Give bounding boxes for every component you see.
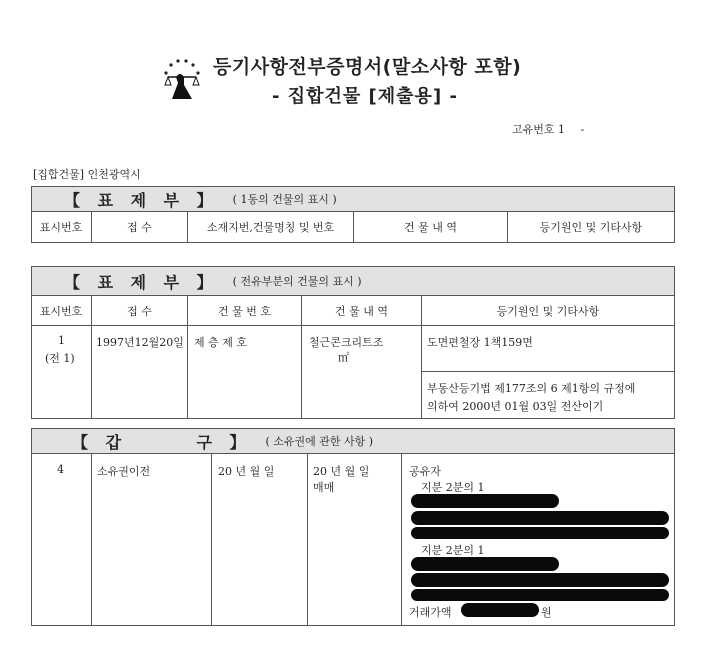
s1-col-cause: 등기원인 및 기타사항 <box>507 212 674 242</box>
redaction-bar <box>411 589 669 601</box>
s3-price-label: 거래가액 <box>409 606 452 619</box>
section2-title: 【 표 제 부 】 <box>64 272 219 292</box>
s2-row-note2b: 의하여 2000년 01월 03일 전산이기 <box>427 400 604 413</box>
s3-row-cause: 매매 <box>313 481 335 494</box>
s2-col-receipt: 접 수 <box>91 296 187 325</box>
document-title: 등기사항전부증명서(말소사항 포함) <box>213 56 522 78</box>
section2-subtitle: ( 전유부분의 건물의 표시 ) <box>232 275 362 288</box>
s2-row-note2a: 부동산등기법 제177조의 6 제1항의 규정에 <box>427 382 636 395</box>
s2-row-number: 1 <box>58 334 65 347</box>
s3-row-receipt: 20 년 월 일 <box>218 465 275 478</box>
section1-header <box>31 186 675 212</box>
s1-col-location: 소재지번,건물명칭 및 번호 <box>187 212 353 242</box>
s3-row-number: 4 <box>57 463 64 476</box>
s2-row-number-sub: (전 1) <box>45 352 75 365</box>
building-type: [집합건물] 인천광역시 <box>33 168 141 181</box>
s3-share2: 지분 2분의 1 <box>421 544 485 557</box>
section2-header <box>31 266 675 296</box>
s2-row-structure: 철근콘크리트조 <box>309 336 384 349</box>
s2-row-bldg-no: 제 층 제 호 <box>194 336 247 349</box>
s2-col-number: 표시번호 <box>39 304 83 318</box>
court-emblem-icon <box>158 55 206 103</box>
redaction-bar <box>411 573 669 587</box>
s3-share1: 지분 2분의 1 <box>421 481 485 494</box>
section3-title: 【 갑 구 】 <box>72 432 252 452</box>
redaction-bar <box>461 603 539 617</box>
document-subtitle: - 집합건물 [제출용] - <box>272 86 458 107</box>
section3-subtitle: ( 소유권에 관한 사항 ) <box>265 435 374 448</box>
s2-row-unit: ㎡ <box>338 351 349 364</box>
unique-number-value: - <box>580 123 585 136</box>
s1-col-receipt: 접 수 <box>91 212 187 242</box>
s2-col-bldg-no: 건 물 번 호 <box>187 296 301 325</box>
redaction-bar <box>411 527 669 539</box>
section3-header <box>31 428 675 454</box>
s3-row-purpose: 소유권이전 <box>97 465 151 478</box>
s2-col-cause: 등기원인 및 기타사항 <box>421 296 674 325</box>
unique-number-label: 고유번호 1 <box>512 123 565 136</box>
s3-row-cause-date: 20 년 월 일 <box>313 465 370 478</box>
section1-title: 【 표 제 부 】 <box>64 190 219 210</box>
s3-owners-label: 공유자 <box>409 465 441 478</box>
s2-row-date: 1997년12월20일 <box>96 336 184 349</box>
s1-col-number: 표시번호 <box>39 221 83 234</box>
redaction-bar <box>411 557 559 571</box>
s3-price-unit: 원 <box>541 606 552 619</box>
section1-subtitle: ( 1동의 건물의 표시 ) <box>232 193 337 206</box>
s2-col-building: 건 물 내 역 <box>301 296 421 325</box>
s2-row-note1: 도면편철장 1책159면 <box>427 336 533 349</box>
unique-number <box>512 121 584 137</box>
redaction-bar <box>411 494 559 508</box>
s1-col-building: 건 물 내 역 <box>353 212 507 242</box>
redaction-bar <box>411 511 669 525</box>
